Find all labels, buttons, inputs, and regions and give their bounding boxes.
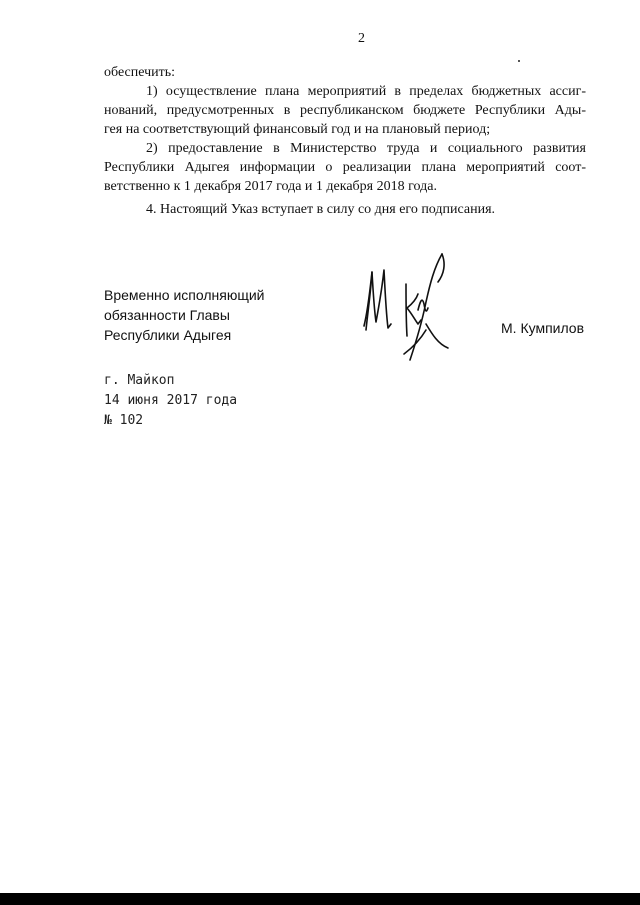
body-line: 2) предоставление в Министерство труда и социального развития xyxy=(146,141,586,156)
signer-position-line: Республики Адыгея xyxy=(104,327,232,343)
body-line: гея на соответствующий финансовый год и на плановый период; xyxy=(104,122,491,137)
handwritten-signature xyxy=(360,250,450,362)
clause-4-text: 4. Настоящий Указ вступает в силу со дня его подписания. xyxy=(146,202,496,217)
body-line: Республики Адыгея информации о реализации плана мероприятий соот- xyxy=(104,160,586,175)
body-line: ветственно к 1 декабря 2017 года и 1 декабря 2018 года. xyxy=(104,179,437,194)
stamp-number: № 102 xyxy=(104,413,144,428)
stamp-date: 14 июня 2017 года xyxy=(104,393,238,408)
body-text-block xyxy=(104,63,586,196)
signer-name: М. Кумпилов xyxy=(501,320,585,336)
clause-4 xyxy=(104,200,586,219)
body-line: 1) осуществление плана мероприятий в пределах бюджетных ассиг- xyxy=(146,84,586,99)
registration-stamp xyxy=(104,371,237,431)
body-line: обеспечить: xyxy=(104,65,175,80)
scan-speck xyxy=(518,60,520,62)
stamp-city: г. Майкоп xyxy=(104,373,175,388)
page-number: 2 xyxy=(358,31,365,46)
signer-position-line: обязанности Главы xyxy=(104,307,230,323)
signer-position xyxy=(104,285,264,345)
scan-border-bottom xyxy=(0,893,640,905)
body-line: нований, предусмотренных в республиканском бюджете Республики Ады- xyxy=(104,103,586,118)
signer-position-line: Временно исполняющий xyxy=(104,287,265,303)
